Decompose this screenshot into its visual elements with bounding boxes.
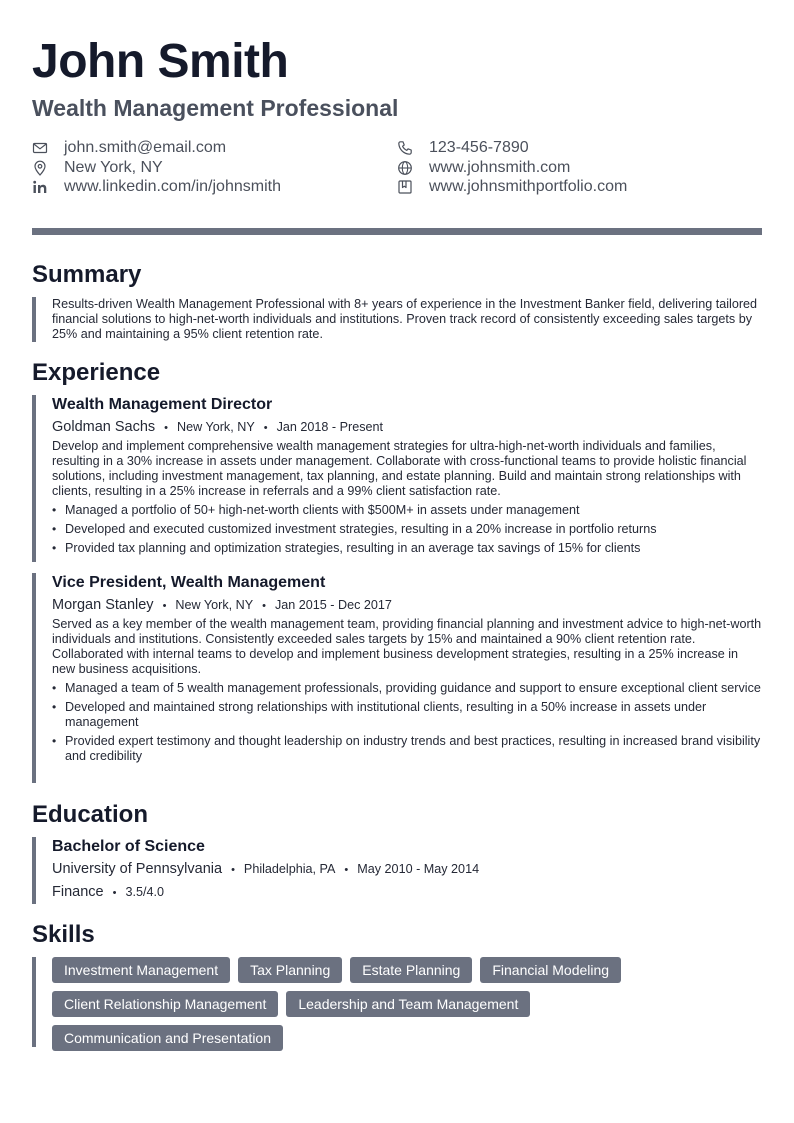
separator-dot: • [231, 864, 235, 876]
company-name: Morgan Stanley [52, 597, 154, 613]
skill-tag: Investment Management [52, 957, 230, 983]
contact-linkedin[interactable] [32, 177, 281, 196]
section-heading-summary: Summary [32, 261, 142, 288]
gpa: 3.5/4.0 [125, 885, 164, 899]
contact-phone[interactable] [397, 138, 529, 157]
mail-icon [32, 140, 48, 156]
portfolio-icon [397, 179, 413, 195]
experience-entry [32, 395, 762, 562]
contact-info [32, 138, 762, 198]
list-item: • Provided expert testimony and thought leadership on industry trends and best practices, resulting in increased brand visibility and credibility [52, 734, 762, 764]
summary-block [32, 297, 762, 342]
list-item: • Developed and maintained strong relationships with institutional clients, resulting in a 50% increase in assets under management [52, 700, 762, 730]
skill-tag: Client Relationship Management [52, 991, 278, 1017]
skill-tag: Estate Planning [350, 957, 472, 983]
location-text: New York, NY [64, 158, 163, 176]
separator-dot: • [344, 864, 349, 876]
job-description: Served as a key member of the wealth management team, providing financial planning and investment advice to high-net-worth individuals and institutions. Consistently exceeded sales targets by 15% and maintained a 90% client retention rate. Collaborated with internal teams to develop and implement business development strategies, resulting in a 25% increase in new business acquisitions. [52, 617, 762, 676]
job-location: New York, NY [175, 598, 254, 612]
contact-email[interactable] [32, 138, 226, 157]
job-title: Vice President, Wealth Management [52, 574, 326, 591]
website-text[interactable]: www.johnsmith.com [429, 158, 571, 176]
skill-tag: Communication and Presentation [52, 1025, 283, 1051]
contact-portfolio[interactable] [397, 177, 627, 196]
portfolio-text[interactable]: www.johnsmithportfolio.com [429, 177, 628, 195]
globe-icon [397, 160, 413, 176]
list-item: • Managed a portfolio of 50+ high-net-worth clients with $500M+ in assets under management [52, 503, 762, 518]
phone-icon [397, 140, 413, 156]
job-bullets [52, 681, 762, 764]
header-divider [32, 228, 762, 235]
phone-text[interactable]: 123-456-7890 [429, 138, 529, 156]
skill-tag: Tax Planning [238, 957, 342, 983]
job-dates: Jan 2015 - Dec 2017 [274, 598, 392, 612]
skill-tag: Financial Modeling [480, 957, 621, 983]
school-location: Philadelphia, PA [243, 862, 336, 876]
list-item: • Developed and executed customized investment strategies, resulting in a 20% increase in portfolio returns [52, 522, 762, 537]
education-dates: May 2010 - May 2014 [357, 862, 480, 876]
separator-dot: • [112, 887, 117, 899]
separator-dot: • [263, 422, 268, 434]
section-heading-education: Education [32, 801, 149, 828]
candidate-name: John Smith [32, 35, 289, 88]
email-text[interactable]: john.smith@email.com [64, 138, 227, 156]
linkedin-icon [32, 179, 48, 195]
separator-dot: • [262, 600, 266, 612]
skill-tag: Leadership and Team Management [286, 991, 530, 1017]
experience-entry [32, 573, 762, 783]
summary-text: Results-driven Wealth Management Professional with 8+ years of experience in the Investment Banker field, delivering tailored financial solutions to high-net-worth individuals and institutions. Proven track record of consistently exceeding sales targets by 25% and maintaining a 95% client retention rate. [52, 297, 758, 341]
list-item: • Managed a team of 5 wealth management professionals, providing guidance and support to ensure exceptional client service [52, 681, 762, 696]
section-heading-skills: Skills [32, 921, 95, 948]
separator-dot: • [164, 422, 169, 434]
job-location: New York, NY [177, 420, 255, 434]
job-title: Wealth Management Director [52, 396, 273, 413]
education-entry [32, 837, 762, 904]
job-meta [52, 596, 762, 615]
map-pin-icon [32, 160, 48, 176]
education-meta [52, 860, 762, 879]
candidate-title: Wealth Management Professional [32, 95, 399, 121]
section-heading-experience: Experience [32, 359, 161, 386]
degree-title: Bachelor of Science [52, 838, 205, 855]
field-of-study: Finance [52, 884, 104, 900]
skills-block [32, 957, 762, 1047]
job-dates: Jan 2018 - Present [276, 420, 384, 434]
school-name: University of Pennsylvania [52, 861, 223, 877]
company-name: Goldman Sachs [52, 419, 156, 435]
job-description: Develop and implement comprehensive wealth management strategies for ultra-high-net-worth individuals and families, resulting in a 30% increase in assets under management. Collaborate with cross-functional teams to provide holistic financial solutions, including investment management, tax planning, and estate planning. Build and maintain strong relationships with clients, resulting in a 25% increase in referrals and a 99% client satisfaction rate. [52, 439, 747, 498]
job-meta [52, 418, 762, 437]
job-bullets [52, 503, 762, 556]
education-details [52, 883, 762, 902]
list-item: • Provided tax planning and optimization strategies, resulting in an average tax savings of 15% for clients [52, 541, 762, 556]
separator-dot: • [162, 600, 167, 612]
skills-list [52, 957, 762, 1051]
contact-location [32, 158, 163, 177]
contact-website[interactable] [397, 158, 570, 177]
linkedin-text[interactable]: www.linkedin.com/in/johnsmith [64, 177, 281, 195]
